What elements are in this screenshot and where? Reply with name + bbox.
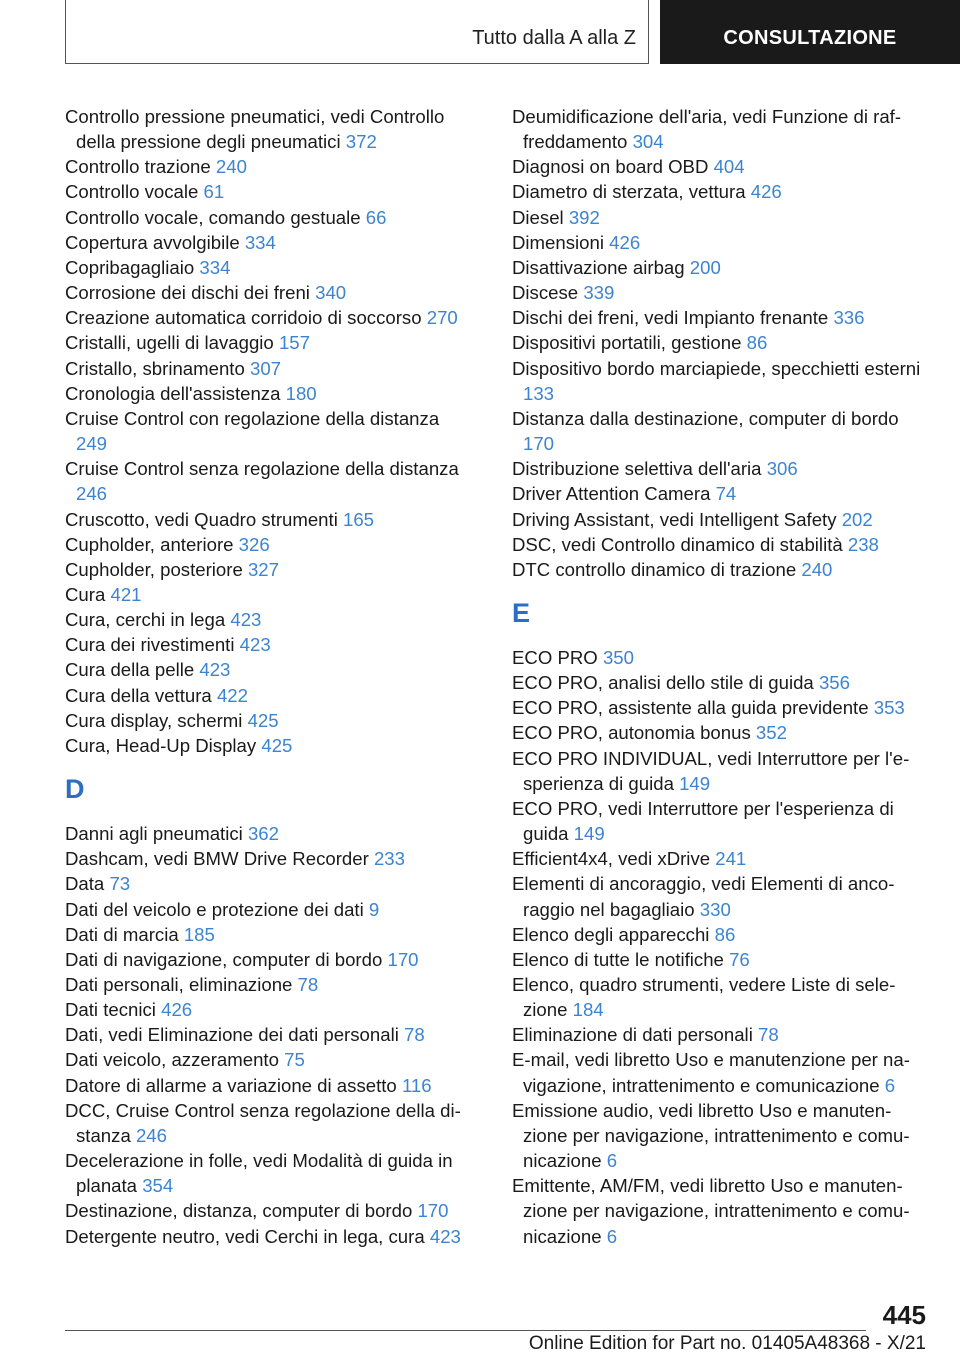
index-entry-text: Distanza dalla destinazione, computer di bordo: [512, 407, 899, 429]
index-page-link[interactable]: 246: [135, 1124, 167, 1146]
index-entry-text: Cruise Control senza regolazione della distanza: [65, 458, 459, 480]
index-entry: [512, 507, 922, 532]
index-column-right: [512, 104, 922, 1249]
index-entry: [65, 255, 475, 280]
index-entry: [512, 481, 922, 506]
index-entry-text: DCC, Cruise Control senza regolazione della distanza: [65, 1099, 461, 1146]
index-entry: [65, 683, 475, 708]
index-page-link[interactable]: 334: [199, 256, 231, 278]
index-entry: [512, 1173, 922, 1248]
index-entry-text: ECO PRO, vedi Interruttore per l'esperienza di guida: [512, 797, 894, 845]
index-entry-text: Cura, cerchi in lega: [65, 609, 226, 631]
index-entry-text: Elenco di tutte le notifiche: [512, 948, 724, 970]
index-entry-text: Cura, Head-Up Display: [65, 734, 257, 756]
footer-edition: Online Edition for Part no. 01405A48368 - X/21: [528, 1333, 926, 1354]
index-entry-text: Cristallo, sbrinamento: [65, 357, 245, 379]
index-entry-text: Elementi di ancoraggio, vedi Elementi di ancoraggio nel bagagliaio: [512, 873, 895, 920]
index-entry: [65, 381, 475, 406]
index-entry-text: Copribagagliaio: [65, 256, 195, 278]
index-page-link[interactable]: 185: [183, 923, 215, 945]
index-entry: [65, 733, 475, 758]
index-page-link[interactable]: 326: [238, 533, 270, 555]
index-page-link[interactable]: 200: [689, 256, 721, 278]
index-entry-text: Efficient4x4, vedi xDrive: [512, 848, 711, 870]
index-entry: [512, 230, 922, 255]
index-entry-text: E-mail, vedi libretto Uso e manutenzione per navigazione, intrattenimento e comunicazione: [512, 1049, 910, 1096]
index-entry: [65, 582, 475, 607]
index-page-link[interactable]: 86: [746, 332, 768, 354]
index-page-link[interactable]: 75: [284, 1049, 305, 1071]
index-page-link[interactable]: 184: [572, 999, 604, 1021]
index-page-link[interactable]: 334: [244, 231, 276, 253]
index-entry: [512, 154, 922, 179]
index-entry-text: Cupholder, posteriore: [65, 558, 243, 580]
index-page-link[interactable]: 249: [76, 433, 108, 455]
index-page-link[interactable]: 425: [247, 709, 279, 731]
header-section-box: [65, 0, 649, 64]
index-entry-text: Dati di marcia: [65, 923, 179, 945]
index-page-link[interactable]: 6: [606, 1225, 618, 1247]
index-entry: [65, 657, 475, 682]
index-entry-text: Emittente, AM/FM, vedi libretto Uso e manutenzione per navigazione, intrattenimento e comunicazione: [512, 1175, 910, 1247]
index-entry: [65, 1224, 475, 1249]
index-entry: [512, 255, 922, 280]
index-entry: [512, 456, 922, 481]
index-entry-text: ECO PRO, autonomia bonus: [512, 722, 751, 744]
index-entry-text: Diametro di sterzata, vettura: [512, 181, 746, 203]
index-entry: [512, 746, 922, 796]
index-entry: [65, 1148, 475, 1198]
footer-divider: [65, 1330, 866, 1331]
index-entry-text: ECO PRO, analisi dello stile di guida: [512, 672, 814, 694]
index-entry: [65, 1098, 475, 1148]
index-entry: [65, 205, 475, 230]
index-page-link[interactable]: 240: [215, 156, 247, 178]
index-entry-text: Copertura avvolgibile: [65, 231, 240, 253]
index-entry: [65, 632, 475, 657]
index-entry: [65, 456, 475, 506]
index-page-link[interactable]: 392: [568, 206, 600, 228]
index-entry: [512, 305, 922, 330]
index-entry: [512, 720, 922, 745]
index-entry-text: Cruscotto, vedi Quadro strumenti: [65, 508, 338, 530]
index-page-link[interactable]: 340: [315, 282, 347, 304]
index-entry: [512, 280, 922, 305]
index-entry: [512, 972, 922, 1022]
index-entry-text: Cruise Control con regolazione della distanza: [65, 407, 440, 429]
index-page-link[interactable]: 339: [583, 282, 615, 304]
index-page-link[interactable]: 61: [203, 181, 225, 203]
index-entry-text: Destinazione, distanza, computer di bordo: [65, 1200, 413, 1222]
index-page-link[interactable]: 149: [573, 823, 605, 845]
index-page-link[interactable]: 352: [755, 722, 787, 744]
index-entry-text: Dati tecnici: [65, 999, 156, 1021]
index-page-link[interactable]: 306: [766, 458, 798, 480]
index-page-link[interactable]: 354: [142, 1175, 174, 1197]
index-entry: [65, 305, 475, 330]
index-entry: [512, 532, 922, 557]
index-entry: [512, 670, 922, 695]
index-page-link[interactable]: 149: [679, 772, 711, 794]
index-entry: [65, 356, 475, 381]
index-entry: [65, 1073, 475, 1098]
index-page-link[interactable]: 233: [373, 848, 405, 870]
index-page-link[interactable]: 423: [239, 634, 271, 656]
index-entry: [512, 406, 922, 456]
index-entry: [512, 922, 922, 947]
index-entry: [65, 708, 475, 733]
index-page-link[interactable]: 6: [884, 1074, 896, 1096]
index-entry: [512, 1098, 922, 1173]
index-entry: [512, 557, 922, 582]
index-page-link[interactable]: 423: [199, 659, 231, 681]
index-page-link[interactable]: 6: [606, 1150, 618, 1172]
index-page-link[interactable]: 78: [758, 1024, 779, 1046]
index-page-link[interactable]: 327: [247, 558, 279, 580]
index-entry: [65, 1022, 475, 1047]
header-chapter-tab: [660, 0, 960, 64]
index-page-link[interactable]: 426: [161, 999, 193, 1021]
page-number: 445: [882, 1300, 926, 1330]
index-entry: [65, 972, 475, 997]
index-entry-text: DTC controllo dinamico di trazione: [512, 558, 797, 580]
index-entry: [65, 821, 475, 846]
index-page-link[interactable]: 116: [401, 1074, 432, 1096]
index-entry-text: Emissione audio, vedi libretto Uso e manutenzione per navigazione, intrattenimento e comunicazione: [512, 1099, 910, 1172]
index-entry: [65, 846, 475, 871]
index-entry: [512, 1047, 922, 1097]
index-entry-text: Dispositivi portatili, gestione: [512, 332, 742, 354]
index-entry-text: Elenco, quadro strumenti, vedere Liste di selezione: [512, 974, 896, 1021]
index-page-link[interactable]: 241: [715, 848, 747, 870]
index-entry: [65, 507, 475, 532]
index-entry-text: Driving Assistant, vedi Intelligent Safety: [512, 508, 837, 530]
index-page-link[interactable]: 157: [278, 332, 310, 354]
index-entry-text: Danni agli pneumatici: [65, 823, 243, 845]
index-page-link[interactable]: 270: [426, 307, 458, 329]
index-page-link[interactable]: 133: [523, 382, 555, 404]
index-entry-text: Cupholder, anteriore: [65, 533, 234, 555]
index-page-link[interactable]: 170: [417, 1200, 449, 1222]
index-entry-text: Deumidificazione dell'aria, vedi Funzione di raffreddamento: [512, 106, 902, 153]
index-page-link[interactable]: 74: [715, 483, 737, 505]
index-entry: [65, 1047, 475, 1072]
index-page-link[interactable]: 9: [368, 898, 380, 920]
index-entry-text: Eliminazione di dati personali: [512, 1024, 753, 1046]
index-entry-text: Data: [65, 873, 105, 895]
index-page-link[interactable]: 240: [801, 558, 833, 580]
index-page-link[interactable]: 86: [714, 923, 736, 945]
index-entry-text: Cristalli, ugelli di lavaggio: [65, 332, 274, 354]
index-page-link[interactable]: 422: [216, 684, 248, 706]
index-page-link[interactable]: 423: [230, 609, 262, 631]
index-entry-text: Diagnosi on board OBD: [512, 156, 709, 178]
index-entry: [65, 280, 475, 305]
index-entry: [512, 179, 922, 204]
index-entry-text: Dispositivo bordo marciapiede, specchietti esterni: [512, 357, 921, 379]
index-page-link[interactable]: 425: [261, 734, 293, 756]
index-entry: [512, 205, 922, 230]
index-entry: [512, 104, 922, 154]
index-page-link[interactable]: 404: [713, 156, 745, 178]
index-entry-text: Cronologia dell'assistenza: [65, 382, 281, 404]
index-page-link[interactable]: 356: [818, 672, 850, 694]
index-entry-text: Controllo vocale, comando gestuale: [65, 206, 361, 228]
index-page-link[interactable]: 307: [249, 357, 282, 379]
index-page-link[interactable]: 78: [297, 974, 319, 995]
index-entry-text: ECO PRO INDIVIDUAL, vedi Interruttore per l'esperienza di guida: [512, 747, 910, 794]
index-entry-text: Creazione automatica corridoio di soccorso: [65, 307, 422, 329]
index-entry: [65, 230, 475, 255]
index-entry-text: Dashcam, vedi BMW Drive Recorder: [65, 848, 369, 870]
index-entry-text: Detergente neutro, vedi Cerchi in lega, cura: [65, 1225, 425, 1247]
index-page-link[interactable]: 180: [285, 382, 317, 404]
index-page-link[interactable]: 350: [602, 646, 634, 668]
index-entry: [65, 330, 475, 355]
index-page-link[interactable]: 165: [343, 508, 375, 530]
index-entry: [512, 356, 922, 406]
index-entry: [512, 1022, 922, 1047]
index-entry: [65, 532, 475, 557]
index-page-link[interactable]: 238: [847, 533, 879, 555]
index-entry-text: ECO PRO, assistente alla guida previdente: [512, 697, 869, 719]
index-entry-text: Elenco degli apparecchi: [512, 923, 710, 945]
index-entry-text: Corrosione dei dischi dei freni: [65, 282, 310, 304]
index-entry: [65, 897, 475, 922]
index-entry-text: Controllo trazione: [65, 156, 211, 178]
index-letter-heading: D: [65, 774, 85, 805]
index-entry: [512, 846, 922, 871]
index-page-link[interactable]: 421: [110, 583, 142, 605]
index-page-link[interactable]: 353: [873, 697, 905, 719]
index-entry: [65, 154, 475, 179]
index-entry-text: Cura della pelle: [65, 659, 195, 681]
index-entry-text: Cura dei rivestimenti: [65, 634, 235, 656]
index-entry-text: Controllo pressione pneumatici, vedi Controllo della pressione degli pneumatici: [65, 106, 445, 153]
header-chapter-title: CONSULTAZIONE: [723, 26, 897, 49]
index-entry: [65, 1198, 475, 1223]
index-entry: [512, 947, 922, 972]
index-entry: [512, 871, 922, 921]
index-page-link[interactable]: 336: [833, 307, 865, 329]
index-entry: [65, 922, 475, 947]
index-page-link[interactable]: 372: [345, 131, 377, 153]
index-page-link[interactable]: 426: [609, 231, 641, 253]
index-entry-text: Datore di allarme a variazione di assetto: [65, 1074, 397, 1096]
index-entry: [65, 947, 475, 972]
index-entry-text: Decelerazione in folle, vedi Modalità di guida in planata: [65, 1150, 453, 1197]
index-entry: [512, 796, 922, 846]
index-page-link[interactable]: 330: [699, 898, 731, 920]
index-page-link[interactable]: 362: [247, 823, 279, 845]
index-page-link[interactable]: 170: [387, 948, 419, 970]
index-entry: [65, 871, 475, 896]
index-entry-text: Dimensioni: [512, 231, 604, 253]
index-page-link[interactable]: 66: [365, 206, 387, 228]
index-entry-text: Cura display, schermi: [65, 709, 243, 731]
index-entry-text: Diesel: [512, 206, 564, 228]
index-entry-text: Controllo vocale: [65, 181, 199, 203]
index-entry-text: Driver Attention Camera: [512, 483, 711, 505]
index-entry: [65, 104, 475, 154]
index-entry-text: Dati del veicolo e protezione dei dati: [65, 898, 364, 920]
index-page-link[interactable]: 78: [404, 1024, 425, 1046]
index-page-link[interactable]: 170: [523, 433, 555, 455]
index-letter-heading: E: [512, 597, 531, 628]
index-entry: [65, 607, 475, 632]
index-entry-text: Cura: [65, 583, 106, 605]
index-entry-text: Dati personali, eliminazione: [65, 974, 293, 995]
index-entry-text: Distribuzione selettiva dell'aria: [512, 458, 762, 480]
index-page-link[interactable]: 76: [729, 948, 750, 970]
index-page-link[interactable]: 246: [76, 483, 108, 505]
index-entry-text: Dati di navigazione, computer di bordo: [65, 948, 383, 970]
index-entry-text: DSC, vedi Controllo dinamico di stabilità: [512, 533, 843, 555]
index-entry: [512, 645, 922, 670]
index-entry-text: Disattivazione airbag: [512, 256, 685, 278]
index-entry: [512, 695, 922, 720]
index-entry: [65, 179, 475, 204]
index-entry: [65, 406, 475, 456]
index-column-left: [65, 104, 475, 1249]
index-entry: [65, 557, 475, 582]
index-page-link[interactable]: 202: [841, 508, 873, 530]
index-entry-text: Dischi dei freni, vedi Impianto frenante: [512, 307, 829, 329]
index-entry: [65, 997, 475, 1022]
index-entry-text: Dati veicolo, azzeramento: [65, 1049, 279, 1071]
index-entry-text: Discese: [512, 282, 579, 304]
index-entry: [512, 330, 922, 355]
index-page-link[interactable]: 423: [429, 1225, 461, 1247]
header-section-title: Tutto dalla A alla Z: [472, 27, 636, 49]
index-page-link[interactable]: 304: [632, 131, 664, 153]
index-entry-text: Dati, vedi Eliminazione dei dati personali: [65, 1024, 399, 1046]
index-entry-text: Cura della vettura: [65, 684, 212, 706]
index-page-link[interactable]: 426: [750, 181, 782, 203]
index-entry-text: ECO PRO: [512, 646, 598, 668]
index-page-link[interactable]: 73: [109, 873, 131, 895]
